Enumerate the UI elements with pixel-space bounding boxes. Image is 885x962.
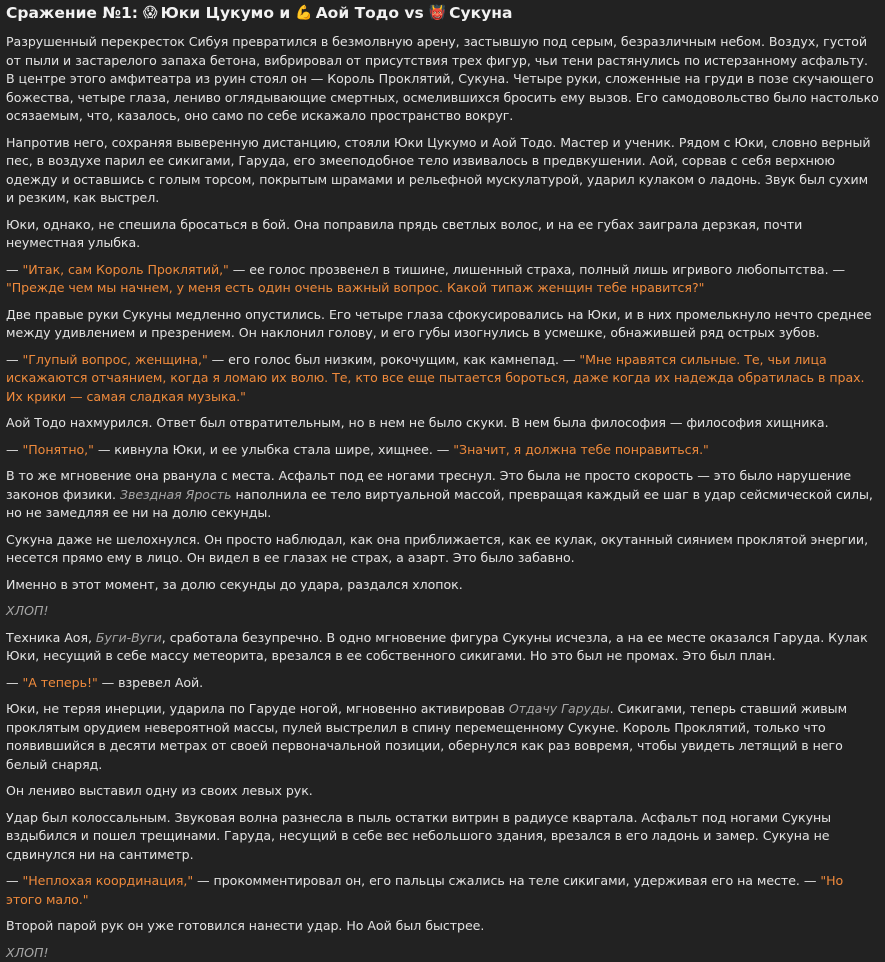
- sound-effect-text: ХЛОП!: [6, 945, 49, 960]
- dialogue-quote: "Значит, я должна тебе понравиться.": [453, 442, 708, 457]
- title-part-2: Юки Цукумо и: [161, 4, 291, 22]
- sound-effect: [6, 944, 879, 962]
- dialogue-quote: "Глупый вопрос, женщина,": [23, 352, 208, 367]
- title-part-1: Сражение №1:: [6, 4, 138, 22]
- narration-text: Именно в этот момент, за долю секунды до удара, раздался хлопок.: [6, 577, 463, 592]
- scared-face-icon: 😱: [143, 4, 158, 22]
- story-paragraph: [6, 700, 879, 774]
- story-paragraph: [6, 872, 879, 909]
- dialogue-quote: "Понятно,": [23, 442, 94, 457]
- ogre-icon: 👹: [429, 4, 446, 22]
- dialogue-quote: "Неплохая координация,": [23, 873, 194, 888]
- story-paragraph: [6, 576, 879, 595]
- narration-text: Две правые руки Сукуны медленно опустились. Его четыре глаза сфокусировались на Юки, и в них промелькнуло нечто среднее между удивлением и презрением. Он наклонил голову, и его губы изогнулись в усмешке, обнажившей ряд острых зубов.: [6, 307, 872, 341]
- story-paragraph: [6, 134, 879, 208]
- story-title: [6, 4, 879, 22]
- story-paragraph: [6, 629, 879, 666]
- story-paragraph: [6, 782, 879, 801]
- story-body: [6, 33, 879, 962]
- narration-text: —: [6, 352, 23, 367]
- story-paragraph: [6, 441, 879, 460]
- narration-text: наполнила ее тело виртуальной массой, превращая каждый ее шаг в удар сейсмической силы, но не замедляя ее ни на долю секунды.: [6, 487, 873, 521]
- title-part-3: Аой Тодо vs: [316, 4, 424, 22]
- technique-name: Отдачу Гаруды: [509, 701, 610, 716]
- narration-text: Юки, однако, не спешила бросаться в бой. Она поправила прядь светлых волос, и на ее губах заиграла дерзкая, почти неуместная улыбка.: [6, 217, 802, 251]
- story-paragraph: [6, 467, 879, 523]
- narration-text: — ее голос прозвенел в тишине, лишенный страха, полный лишь игривого любопытства. —: [229, 262, 845, 277]
- narration-text: — кивнула Юки, и ее улыбка стала шире, хищнее. —: [94, 442, 453, 457]
- narration-text: — его голос был низким, рокочущим, как камнепад. —: [208, 352, 580, 367]
- narration-text: , сработала безупречно. В одно мгновение фигура Сукуны исчезла, а на ее месте оказался Гаруда. Кулак Юки, несущий в себе массу метеорита, врезался в ее собственного сикигами. Но это был не промах. Это был план.: [6, 630, 868, 664]
- narration-text: —: [6, 675, 23, 690]
- story-paragraph: [6, 531, 879, 568]
- sound-effect: [6, 602, 879, 621]
- narration-text: Он лениво выставил одну из своих левых рук.: [6, 783, 313, 798]
- flexed-biceps-icon: 💪: [295, 4, 312, 22]
- narration-text: Юки, не теряя инерции, ударила по Гаруде ногой, мгновенно активировав: [6, 701, 509, 716]
- narration-text: — прокомментировал он, его пальцы сжались на теле сикигами, удерживая его на месте. —: [193, 873, 820, 888]
- story-paragraph: [6, 216, 879, 253]
- narration-text: В то же мгновение она рванула с места. Асфальт под ее ногами треснул. Это была не просто скорость — это было нарушение законов физики.: [6, 468, 851, 502]
- story-paragraph: [6, 261, 879, 298]
- narration-text: Разрушенный перекресток Сибуя превратился в безмолвную арену, застывшую под серым, безразличным небом. Воздух, густой от пыли и застарелого запаха бетона, вибрировал от присутствия трех фигур, чьи тени растянулись по истерзанному асфальту. В центре этого амфитеатра из руин стоял он — Король Проклятий, Сукуна. Четыре руки, сложенные на груди в позе скучающего божества, четыре глаза, лениво оглядывающие смертных, осмелившихся бросить ему вызов. Его самодовольство было настолько осязаемым, что, казалось, оно само по себе искажало пространство вокруг.: [6, 34, 879, 123]
- narration-text: —: [6, 262, 23, 277]
- story-paragraph: [6, 809, 879, 865]
- dialogue-quote: "Итак, сам Король Проклятий,": [23, 262, 229, 277]
- narration-text: Техника Аоя,: [6, 630, 96, 645]
- narration-text: Сукуна даже не шелохнулся. Он просто наблюдал, как она приближается, как ее кулак, окутанный сиянием проклятой энергии, несется прямо ему в лицо. Он видел в ее глазах не страх, а азарт. Это было забавно.: [6, 532, 868, 566]
- dialogue-quote: "А теперь!": [23, 675, 98, 690]
- technique-name: Звездная Ярость: [120, 487, 232, 502]
- narration-text: Аой Тодо нахмурился. Ответ был отвратительным, но в нем не было скуки. В нем была философия — философия хищника.: [6, 415, 829, 430]
- story-paragraph: [6, 674, 879, 693]
- story-paragraph: [6, 414, 879, 433]
- narration-text: Второй парой рук он уже готовился нанести удар. Но Аой был быстрее.: [6, 918, 484, 933]
- title-part-4: Сукуна: [449, 4, 512, 22]
- narration-text: —: [6, 442, 23, 457]
- narration-text: Напротив него, сохраняя выверенную дистанцию, стояли Юки Цукумо и Аой Тодо. Мастер и ученик. Рядом с Юки, словно верный пес, в воздухе парил ее сикигами, Гаруда, его змееподобное тело извивалось в предвкушении. Аой, сорвав с себя верхнюю одежду и оставшись с голым торсом, покрытым шрамами и рельефной мускулатурой, ударил кулаком о ладонь. Звук был сухим и резким, как выстрел.: [6, 135, 871, 206]
- story-paragraph: [6, 33, 879, 126]
- technique-name: Буги-Вуги: [96, 630, 162, 645]
- sound-effect-text: ХЛОП!: [6, 603, 49, 618]
- story-paragraph: [6, 917, 879, 936]
- narration-text: Удар был колоссальным. Звуковая волна разнесла в пыль остатки витрин в радиусе квартала. Асфальт под ногами Сукуны вздыбился и пошел трещинами. Гаруда, несущий в себе вес небольшого здания, врезался в его ладонь и замер. Сукуна не сдвинулся ни на сантиметр.: [6, 810, 831, 862]
- story-paragraph: [6, 306, 879, 343]
- story-paragraph: [6, 351, 879, 407]
- dialogue-quote: "Мне нравятся сильные. Те, чьи лица искажаются отчаянием, когда я ломаю их волю. Те, кто все еще пытается бороться, даже когда их надежда обратилась в прах. Их крики — самая сладкая музыка.": [6, 352, 864, 404]
- narration-text: . Сикигами, теперь ставший живым проклятым орудием невероятной массы, пулей выстрелил в спину перемещенному Сукуне. Король Проклятий, только что появившийся в десяти метрах от своей первоначальной позиции, обернулся как раз вовремя, чтобы увидеть летящий в него белый снаряд.: [6, 701, 847, 772]
- dialogue-quote: "Но этого мало.": [6, 873, 843, 907]
- narration-text: —: [6, 873, 23, 888]
- dialogue-quote: "Прежде чем мы начнем, у меня есть один очень важный вопрос. Какой типаж женщин тебе нравится?": [6, 280, 704, 295]
- narration-text: — взревел Аой.: [98, 675, 203, 690]
